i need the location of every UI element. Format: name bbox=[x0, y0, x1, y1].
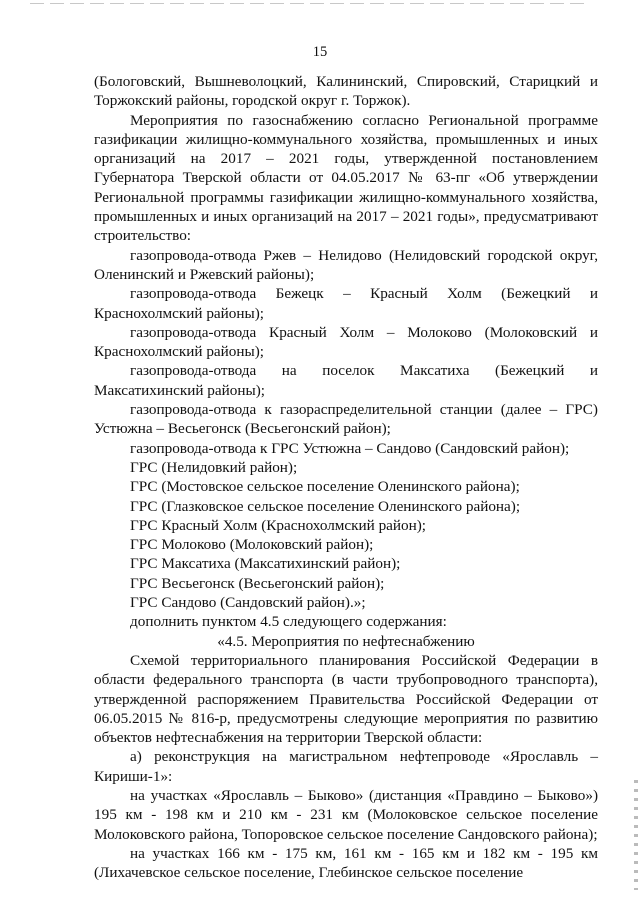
paragraph: Мероприятия по газоснабжению согласно Региональной программе газификации жилищно-коммунального хозяйства, промышленных и иных организаций на 2017 – 2021 годы, утвержденной постановлением Губернатора Тверской области от 04.05.2017 № 63-пг «Об утверждении Региональной программы газификации жилищно-коммунального хозяйства, промышленных и иных организаций на 2017 – 2021 годы», предусматривают строительство: bbox=[94, 111, 598, 245]
paragraph: газопровода-отвода на поселок Максатиха (Бежецкий и Максатихинский районы); bbox=[94, 362, 598, 399]
paragraph: ГРС (Глазковское сельское поселение Оленинского района); bbox=[130, 497, 521, 515]
document-body bbox=[94, 72, 598, 882]
paragraph: газопровода-отвода к ГРС Устюжна – Сандово (Сандовский район); bbox=[130, 439, 570, 457]
paragraph: ГРС Максатиха (Максатихинский район); bbox=[130, 555, 401, 573]
paragraph: а) реконструкция на магистральном нефтепроводе «Ярославль – Кириши-1»: bbox=[94, 748, 598, 785]
paragraph: газопровода-отвода Ржев – Нелидово (Нелидовский городской округ, Оленинский и Ржевский районы); bbox=[94, 246, 598, 283]
section-heading: «4.5. Мероприятия по нефтеснабжению bbox=[217, 632, 475, 650]
scan-artifact-line bbox=[30, 3, 590, 4]
paragraph: ГРС (Нелидовкий район); bbox=[130, 458, 298, 476]
paragraph: газопровода-отвода Красный Холм – Молоково (Молоковский и Краснохолмский районы); bbox=[94, 323, 598, 361]
paragraph: ГРС (Мостовское сельское поселение Оленинского района); bbox=[130, 478, 520, 496]
paragraph: на участках 166 км - 175 км, 161 км - 165 км и 182 км - 195 км (Лихачевское сельское поселение, Глебинское сельское поселение bbox=[94, 844, 598, 882]
paragraph: Схемой территориального планирования Российской Федерации в области федерального транспорта (в части трубопроводного транспорта), утвержденной распоряжением Правительства Российской Федерации от 06.05.2015 № 816-р, предусмотрены следующие мероприятия по развитию объектов нефтеснабжения на территории Тверской области: bbox=[94, 651, 598, 747]
scan-margin-marks bbox=[634, 780, 638, 890]
paragraph: ГРС Молоково (Молоковский район); bbox=[130, 536, 374, 554]
paragraph: газопровода-отвода Бежецк – Красный Холм (Бежецкий и Краснохолмский районы); bbox=[94, 285, 598, 322]
paragraph: (Бологовский, Вышневолоцкий, Калининский, Спировский, Старицкий и Торжокский районы, городской округ г. Торжок). bbox=[94, 73, 598, 110]
paragraph: ГРС Сандово (Сандовский район).»; bbox=[130, 594, 366, 612]
paragraph: дополнить пунктом 4.5 следующего содержания: bbox=[130, 613, 447, 631]
paragraph: на участках «Ярославль – Быково» (дистанция «Правдино – Быково») 195 км - 198 км и 210 км - 231 км (Молоковское сельское поселение Молоковского района, Топоровское сельское поселение Сандовского района); bbox=[94, 786, 598, 843]
paragraph: ГРС Красный Холм (Краснохолмский район); bbox=[130, 516, 427, 534]
page-number: 15 bbox=[312, 44, 328, 60]
paragraph: газопровода-отвода к газораспределительной станции (далее – ГРС) Устюжна – Весьегонск (Весьегонский район); bbox=[94, 401, 598, 438]
paragraph: ГРС Весьегонск (Весьегонский район); bbox=[130, 574, 385, 592]
